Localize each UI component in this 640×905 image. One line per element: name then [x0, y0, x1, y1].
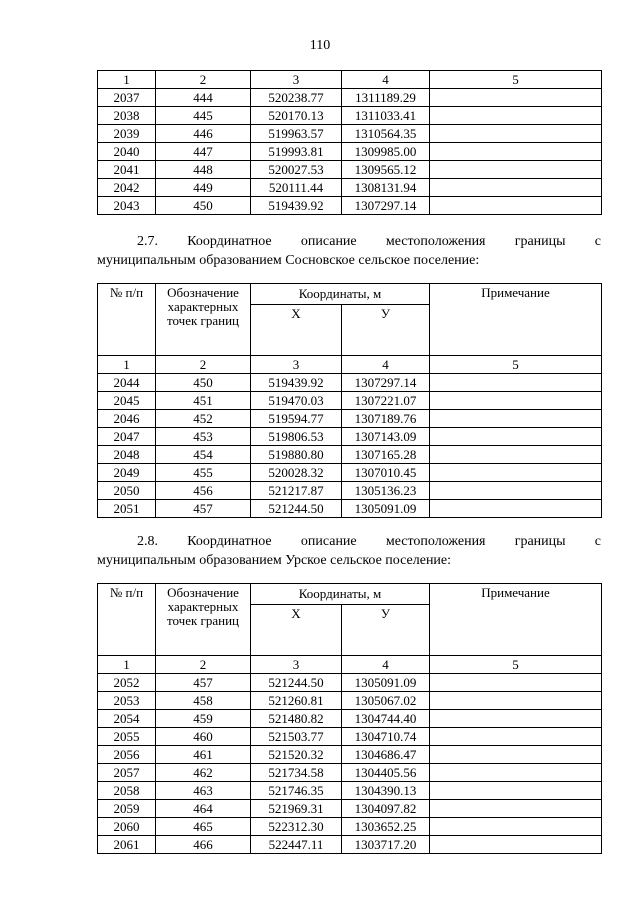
column-number: 5: [430, 71, 602, 89]
y-coordinate-cell: 1305136.23: [342, 482, 430, 500]
note-cell: [430, 692, 602, 710]
point-designation-cell: 445: [156, 107, 251, 125]
point-index-cell: 2055: [98, 728, 156, 746]
y-coordinate-cell: 1305091.09: [342, 674, 430, 692]
point-designation-cell: 455: [156, 464, 251, 482]
point-index-cell: 2057: [98, 764, 156, 782]
section-number: 2.7.: [137, 234, 158, 249]
y-coordinate-cell: 1304710.74: [342, 728, 430, 746]
point-designation-cell: 458: [156, 692, 251, 710]
column-number: 1: [98, 356, 156, 374]
y-coordinate-cell: 1309985.00: [342, 143, 430, 161]
point-designation-cell: 448: [156, 161, 251, 179]
x-coordinate-cell: 521480.82: [251, 710, 342, 728]
point-designation-cell: 457: [156, 500, 251, 518]
note-cell: [430, 197, 602, 215]
y-coordinate-cell: 1303652.25: [342, 818, 430, 836]
x-coordinate-cell: 522447.11: [251, 836, 342, 854]
table-body: [98, 674, 602, 854]
header-designation: Обозначение характерных точек границ: [156, 584, 251, 656]
page-number: 110: [309, 38, 331, 53]
description-line: [97, 532, 601, 551]
column-number: 2: [156, 656, 251, 674]
note-cell: [430, 143, 602, 161]
header-note: Примечание: [430, 584, 602, 656]
x-coordinate-cell: 521503.77: [251, 728, 342, 746]
y-coordinate-cell: 1308131.94: [342, 179, 430, 197]
y-coordinate-cell: 1307297.14: [342, 374, 430, 392]
table-body: [98, 374, 602, 518]
header-num: № п/п: [98, 584, 156, 656]
x-coordinate-cell: 520170.13: [251, 107, 342, 125]
x-coordinate-cell: 521244.50: [251, 674, 342, 692]
note-cell: [430, 392, 602, 410]
note-cell: [430, 428, 602, 446]
column-number: 3: [251, 71, 342, 89]
point-designation-cell: 464: [156, 800, 251, 818]
x-coordinate-cell: 520238.77: [251, 89, 342, 107]
description-word: Координатное: [187, 534, 272, 549]
point-designation-cell: 444: [156, 89, 251, 107]
point-index-cell: 2056: [98, 746, 156, 764]
note-cell: [430, 446, 602, 464]
point-index-cell: 2054: [98, 710, 156, 728]
column-number: 4: [342, 356, 430, 374]
y-coordinate-cell: 1304405.56: [342, 764, 430, 782]
point-designation-cell: 450: [156, 197, 251, 215]
header-y: У: [342, 305, 430, 356]
point-designation-cell: 463: [156, 782, 251, 800]
table-row: [98, 161, 602, 179]
y-coordinate-cell: 1303717.20: [342, 836, 430, 854]
point-designation-cell: 449: [156, 179, 251, 197]
point-index-cell: 2039: [98, 125, 156, 143]
y-coordinate-cell: 1304744.40: [342, 710, 430, 728]
point-designation-cell: 466: [156, 836, 251, 854]
coordinates-table-2: [97, 283, 602, 518]
table-row: [98, 728, 602, 746]
note-cell: [430, 125, 602, 143]
description-word: Координатное: [187, 234, 272, 249]
table-row: [98, 410, 602, 428]
section-number: 2.8.: [137, 534, 158, 549]
point-index-cell: 2037: [98, 89, 156, 107]
point-index-cell: 2042: [98, 179, 156, 197]
table-row: [98, 107, 602, 125]
x-coordinate-cell: 521746.35: [251, 782, 342, 800]
table-row: [98, 464, 602, 482]
x-coordinate-cell: 519880.80: [251, 446, 342, 464]
coordinates-table-1: [97, 70, 602, 215]
column-number: 2: [156, 71, 251, 89]
table-row: [98, 143, 602, 161]
note-cell: [430, 728, 602, 746]
note-cell: [430, 674, 602, 692]
y-coordinate-cell: 1304686.47: [342, 746, 430, 764]
x-coordinate-cell: 520028.32: [251, 464, 342, 482]
table-row: [98, 482, 602, 500]
section-2-8-description: [97, 532, 601, 570]
y-coordinate-cell: 1307297.14: [342, 197, 430, 215]
note-cell: [430, 764, 602, 782]
description-line: [97, 232, 601, 251]
table-row: [98, 125, 602, 143]
y-coordinate-cell: 1309565.12: [342, 161, 430, 179]
point-index-cell: 2045: [98, 392, 156, 410]
y-coordinate-cell: 1311189.29: [342, 89, 430, 107]
point-index-cell: 2061: [98, 836, 156, 854]
description-word: границы: [514, 534, 566, 549]
description-word: описание: [300, 234, 357, 249]
column-number: 3: [251, 356, 342, 374]
table-row: [98, 197, 602, 215]
y-coordinate-cell: 1305067.02: [342, 692, 430, 710]
table-body: [98, 89, 602, 215]
point-index-cell: 2059: [98, 800, 156, 818]
y-coordinate-cell: 1307143.09: [342, 428, 430, 446]
point-index-cell: 2051: [98, 500, 156, 518]
x-coordinate-cell: 520027.53: [251, 161, 342, 179]
header-num: № п/п: [98, 284, 156, 356]
y-coordinate-cell: 1307010.45: [342, 464, 430, 482]
table-row: [98, 179, 602, 197]
description-word: границы: [514, 234, 566, 249]
coordinates-table-3: [97, 583, 602, 854]
note-cell: [430, 374, 602, 392]
point-designation-cell: 456: [156, 482, 251, 500]
table-row: [98, 446, 602, 464]
y-coordinate-cell: 1311033.41: [342, 107, 430, 125]
point-index-cell: 2040: [98, 143, 156, 161]
table-row: [98, 782, 602, 800]
y-coordinate-cell: 1304390.13: [342, 782, 430, 800]
point-designation-cell: 453: [156, 428, 251, 446]
x-coordinate-cell: 520111.44: [251, 179, 342, 197]
note-cell: [430, 836, 602, 854]
x-coordinate-cell: 522312.30: [251, 818, 342, 836]
table-row: [98, 710, 602, 728]
point-designation-cell: 452: [156, 410, 251, 428]
x-coordinate-cell: 519439.92: [251, 197, 342, 215]
y-coordinate-cell: 1307189.76: [342, 410, 430, 428]
column-number: 2: [156, 356, 251, 374]
note-cell: [430, 782, 602, 800]
point-designation-cell: 450: [156, 374, 251, 392]
note-cell: [430, 464, 602, 482]
table-row: [98, 764, 602, 782]
x-coordinate-cell: 519594.77: [251, 410, 342, 428]
point-designation-cell: 446: [156, 125, 251, 143]
point-index-cell: 2060: [98, 818, 156, 836]
column-number: 5: [430, 356, 602, 374]
point-index-cell: 2052: [98, 674, 156, 692]
point-designation-cell: 457: [156, 674, 251, 692]
point-index-cell: 2058: [98, 782, 156, 800]
point-designation-cell: 451: [156, 392, 251, 410]
header-x: Х: [251, 305, 342, 356]
column-number: 4: [342, 71, 430, 89]
x-coordinate-cell: 521260.81: [251, 692, 342, 710]
description-word: описание: [300, 534, 357, 549]
x-coordinate-cell: 521520.32: [251, 746, 342, 764]
point-designation-cell: 462: [156, 764, 251, 782]
table-row: [98, 500, 602, 518]
table-row: [98, 392, 602, 410]
point-designation-cell: 465: [156, 818, 251, 836]
point-index-cell: 2050: [98, 482, 156, 500]
point-index-cell: 2043: [98, 197, 156, 215]
y-coordinate-cell: 1304097.82: [342, 800, 430, 818]
note-cell: [430, 89, 602, 107]
point-designation-cell: 447: [156, 143, 251, 161]
note-cell: [430, 746, 602, 764]
description-word: с: [594, 534, 601, 549]
column-number: 4: [342, 656, 430, 674]
x-coordinate-cell: 521734.58: [251, 764, 342, 782]
note-cell: [430, 161, 602, 179]
column-number: 5: [430, 656, 602, 674]
point-index-cell: 2048: [98, 446, 156, 464]
y-coordinate-cell: 1310564.35: [342, 125, 430, 143]
description-line: муниципальным образованием Урское сельское поселение:: [97, 553, 452, 568]
x-coordinate-cell: 521969.31: [251, 800, 342, 818]
column-number: 3: [251, 656, 342, 674]
header-note: Примечание: [430, 284, 602, 356]
table-row: [98, 674, 602, 692]
x-coordinate-cell: 519963.57: [251, 125, 342, 143]
point-designation-cell: 460: [156, 728, 251, 746]
table-row: [98, 800, 602, 818]
note-cell: [430, 710, 602, 728]
x-coordinate-cell: 519439.92: [251, 374, 342, 392]
column-number-row: [98, 356, 602, 374]
table-row: [98, 428, 602, 446]
x-coordinate-cell: 519470.03: [251, 392, 342, 410]
header-coordinates: Координаты, м: [251, 584, 430, 605]
y-coordinate-cell: 1307165.28: [342, 446, 430, 464]
x-coordinate-cell: 521217.87: [251, 482, 342, 500]
table-row: [98, 836, 602, 854]
header-designation: Обозначение характерных точек границ: [156, 284, 251, 356]
point-designation-cell: 454: [156, 446, 251, 464]
table-row: [98, 374, 602, 392]
note-cell: [430, 800, 602, 818]
table-row: [98, 818, 602, 836]
note-cell: [430, 818, 602, 836]
column-number-row: [98, 71, 602, 89]
x-coordinate-cell: 521244.50: [251, 500, 342, 518]
point-designation-cell: 461: [156, 746, 251, 764]
note-cell: [430, 482, 602, 500]
description-word: местоположения: [385, 234, 486, 249]
point-designation-cell: 459: [156, 710, 251, 728]
header-x: Х: [251, 605, 342, 656]
x-coordinate-cell: 519806.53: [251, 428, 342, 446]
description-word: с: [594, 234, 601, 249]
header-y: У: [342, 605, 430, 656]
x-coordinate-cell: 519993.81: [251, 143, 342, 161]
column-number: 1: [98, 656, 156, 674]
table-row: [98, 692, 602, 710]
column-number: 1: [98, 71, 156, 89]
point-index-cell: 2041: [98, 161, 156, 179]
table-row: [98, 746, 602, 764]
note-cell: [430, 107, 602, 125]
note-cell: [430, 410, 602, 428]
header-coordinates: Координаты, м: [251, 284, 430, 305]
point-index-cell: 2046: [98, 410, 156, 428]
column-number-row: [98, 656, 602, 674]
point-index-cell: 2049: [98, 464, 156, 482]
note-cell: [430, 179, 602, 197]
table-row: [98, 89, 602, 107]
point-index-cell: 2038: [98, 107, 156, 125]
point-index-cell: 2047: [98, 428, 156, 446]
point-index-cell: 2053: [98, 692, 156, 710]
note-cell: [430, 500, 602, 518]
section-2-7-description: [97, 232, 601, 270]
y-coordinate-cell: 1305091.09: [342, 500, 430, 518]
description-line: муниципальным образованием Сосновское сельское поселение:: [97, 253, 480, 268]
description-word: местоположения: [385, 534, 486, 549]
y-coordinate-cell: 1307221.07: [342, 392, 430, 410]
point-index-cell: 2044: [98, 374, 156, 392]
